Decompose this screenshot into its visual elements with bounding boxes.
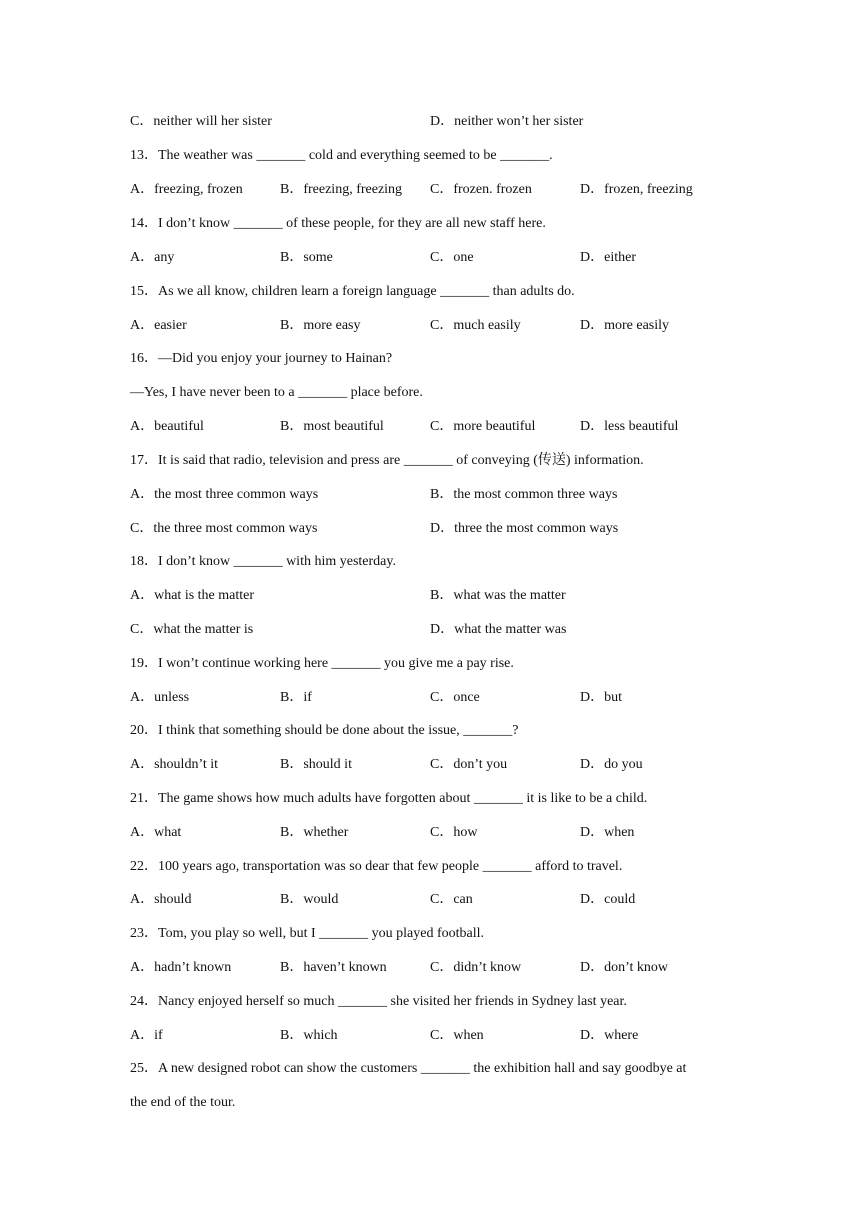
question-line: 13．The weather was _______ cold and everything seemed to be _______. [130, 148, 553, 163]
question-line: 15．As we all know, children learn a foreign language _______ than adults do. [130, 284, 575, 299]
answer-option: B．the most common three ways [430, 487, 618, 502]
answer-option: B．freezing, freezing [280, 182, 403, 197]
answer-option: A．what [130, 825, 182, 840]
question-line: 19．I won’t continue working here _______ you give me a pay rise. [130, 656, 514, 671]
answer-option: A．unless [130, 690, 190, 705]
answer-option: A．freezing, frozen [130, 182, 243, 197]
answer-option: C．what the matter is [130, 622, 254, 637]
answer-option: C．when [430, 1028, 484, 1043]
answer-option: D．but [580, 690, 622, 705]
answer-option: A．hadn’t known [130, 960, 232, 975]
question-line: 20．I think that something should be done about the issue, _______? [130, 723, 519, 738]
question-line: 14．I don’t know _______ of these people, for they are all new staff here. [130, 216, 546, 231]
answer-option: D．neither won’t her sister [430, 114, 584, 129]
answer-option: C．can [430, 892, 473, 907]
answer-option: C．the three most common ways [130, 521, 318, 536]
answer-option: C．one [430, 250, 474, 265]
question-line: the end of the tour. [130, 1095, 236, 1110]
answer-option: C．more beautiful [430, 419, 536, 434]
answer-option: B．which [280, 1028, 338, 1043]
question-line: 23．Tom, you play so well, but I _______ you played football. [130, 926, 485, 941]
answer-option: D．less beautiful [580, 419, 679, 434]
question-line: 18．I don’t know _______ with him yesterday. [130, 554, 396, 569]
answer-option: D．don’t know [580, 960, 669, 975]
answer-option: C．didn’t know [430, 960, 522, 975]
answer-option: B．haven’t known [280, 960, 387, 975]
question-line: 21．The game shows how much adults have forgotten about _______ it is like to be a child. [130, 791, 648, 806]
answer-option: C．how [430, 825, 478, 840]
answer-option: B．if [280, 690, 312, 705]
answer-option: D．frozen, freezing [580, 182, 693, 197]
answer-option: C．don’t you [430, 757, 508, 772]
question-line: 17．It is said that radio, television and press are _______ of conveying (传送) information. [130, 453, 644, 468]
answer-option: B．should it [280, 757, 352, 772]
answer-option: C．frozen. frozen [430, 182, 532, 197]
answer-option: A．the most three common ways [130, 487, 319, 502]
question-line: 24．Nancy enjoyed herself so much _______ she visited her friends in Sydney last year. [130, 994, 627, 1009]
answer-option: B．most beautiful [280, 419, 384, 434]
question-line: —Yes, I have never been to a _______ place before. [130, 385, 423, 400]
answer-option: C．neither will her sister [130, 114, 272, 129]
answer-option: D．more easily [580, 318, 670, 333]
answer-option: D．either [580, 250, 636, 265]
answer-option: D．where [580, 1028, 639, 1043]
answer-option: B．more easy [280, 318, 361, 333]
answer-option: C．once [430, 690, 480, 705]
answer-option: A．shouldn’t it [130, 757, 219, 772]
question-line: 25．A new designed robot can show the customers _______ the exhibition hall and say goodbye at [130, 1061, 687, 1076]
answer-option: D．three the most common ways [430, 521, 619, 536]
answer-option: A．any [130, 250, 175, 265]
answer-option: A．what is the matter [130, 588, 255, 603]
answer-option: C．much easily [430, 318, 521, 333]
answer-option: D．could [580, 892, 636, 907]
answer-option: A．easier [130, 318, 187, 333]
answer-option: B．whether [280, 825, 349, 840]
question-line: 22．100 years ago, transportation was so dear that few people _______ afford to travel. [130, 859, 623, 874]
answer-option: B．some [280, 250, 333, 265]
answer-option: D．when [580, 825, 635, 840]
answer-option: B．would [280, 892, 339, 907]
question-line: 16．—Did you enjoy your journey to Hainan? [130, 351, 393, 366]
answer-option: A．if [130, 1028, 163, 1043]
answer-option: B．what was the matter [430, 588, 566, 603]
answer-option: A．should [130, 892, 192, 907]
answer-option: A．beautiful [130, 419, 204, 434]
answer-option: D．do you [580, 757, 643, 772]
answer-option: D．what the matter was [430, 622, 567, 637]
